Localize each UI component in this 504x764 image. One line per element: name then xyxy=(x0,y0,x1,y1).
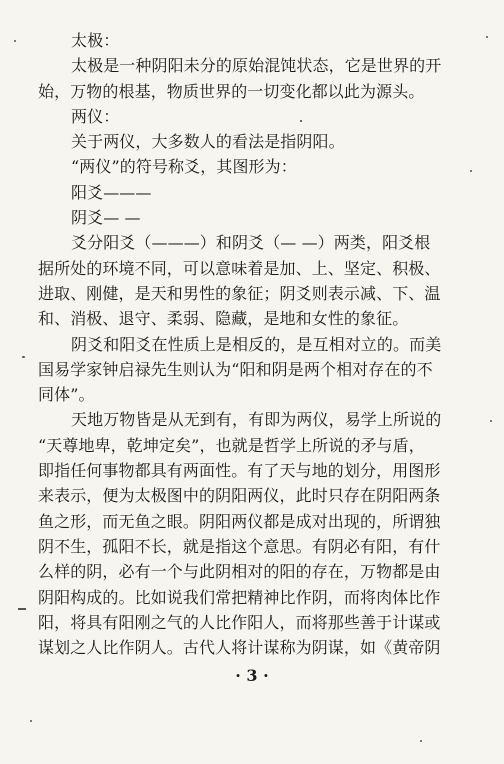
text-line: 关于两仪，大多数人的看法是指阴阳。 xyxy=(71,132,345,152)
scan-speck xyxy=(18,608,26,610)
scan-speck xyxy=(486,36,488,38)
text-line: 阴爻和阳爻在性质上是相反的，是互相对立的。而美 xyxy=(71,334,442,354)
text-line: 同体”。 xyxy=(38,385,95,405)
text-line: 太极是一种阴阳未分的原始混饨状态，它是世界的开 xyxy=(71,56,442,76)
scan-speck xyxy=(420,740,422,742)
page-number: · 3 · xyxy=(235,666,269,685)
scan-speck xyxy=(22,356,25,358)
text-line: 阴阳构成的。比如说我们常把精神比作阴，而将肉体比作 xyxy=(38,587,441,607)
yin-yao-line: 阴爻— — xyxy=(71,208,141,228)
text-line: 始，万物的根基，物质世界的一切变化都以此为源头。 xyxy=(38,81,425,101)
scan-speck xyxy=(490,420,492,422)
scan-speck xyxy=(14,40,16,42)
text-line: 和、消极、退守、柔弱、隐藏，是地和女性的象征。 xyxy=(38,309,409,329)
text-line: 天地万物皆是从无到有，有即为两仪，易学上所说的 xyxy=(71,410,442,430)
heading-liangyi: 两仪： xyxy=(71,106,120,126)
text-line: 即指任何事物都具有两面性。有了天与地的划分，用图形 xyxy=(38,461,441,481)
heading-taiji: 太极： xyxy=(71,31,120,50)
text-line: 阳，将具有阳刚之气的人比作阳人，而将那些善于计谋或 xyxy=(38,612,441,632)
text-line: 来表示，便为太极图中的阴阳两仪，此时只存在阴阳两条 xyxy=(38,486,441,506)
text-line: 据所处的环境不同，可以意味着是加、上、坚定、积极、 xyxy=(38,258,441,278)
scan-speck xyxy=(30,720,32,722)
text-line: 鱼之形，而无鱼之眼。阴阳两仪都是成对出现的，所谓独 xyxy=(38,511,441,531)
body-text xyxy=(38,28,474,660)
yang-yao-line: 阳爻——— xyxy=(71,182,152,202)
text-line: 爻分阳爻（———）和阴爻（— —）两类，阳爻根 xyxy=(71,233,431,253)
text-line: 国易学家钟启禄先生则认为“阳和阴是两个相对存在的不 xyxy=(38,359,433,379)
text-line: 阴不生，孤阳不长，就是指这个意思。有阴必有阳，有什 xyxy=(38,536,441,556)
text-line: 进取、刚健，是天和男性的象征；阴爻则表示减、下、温 xyxy=(38,283,441,303)
text-line: 谋划之人比作阴人。古代人将计谋称为阴谋，如《黄帝阴 xyxy=(38,638,441,658)
text-line: “天尊地卑，乾坤定矣”，也就是哲学上所说的矛与盾， xyxy=(38,435,425,455)
text-line: “两仪”的符号称爻，其图形为： xyxy=(71,157,297,177)
text-line: 么样的阴，必有一个与此阴相对的阳的存在，万物都是由 xyxy=(38,562,441,582)
